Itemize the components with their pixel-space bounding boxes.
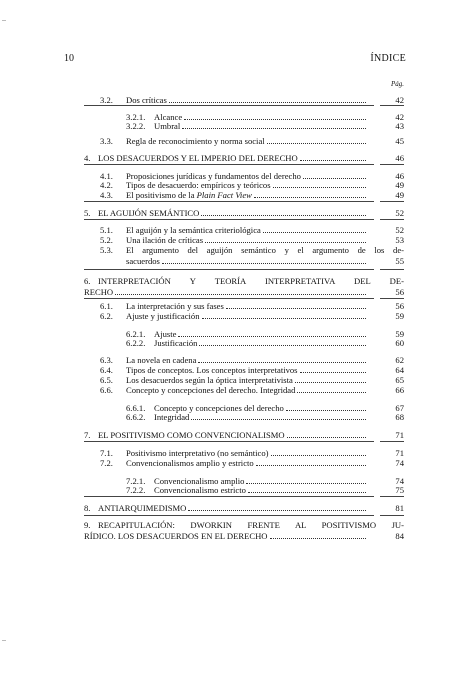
toc-entry-title: ANTIARQUIMEDISMO <box>98 503 187 513</box>
toc-entry-title: Tipos de desacuerdo: empíricos y teóricos <box>126 180 271 190</box>
toc-entry-title: EL POSITIVISMO COMO CONVENCIONALISMO <box>98 430 285 440</box>
leader-dots <box>267 143 366 144</box>
section-rule <box>84 164 374 165</box>
toc-entry-title: Positivismo interpretativo (no semántico) <box>126 448 269 458</box>
toc-section-entry <box>84 311 404 322</box>
section-rule <box>84 496 374 497</box>
toc-entry-number: 4.1. <box>100 171 113 181</box>
running-header: ÍNDICE <box>370 53 406 64</box>
toc-entry-page: 71 <box>395 430 404 440</box>
toc-entry-number: 6.5. <box>100 375 113 385</box>
toc-subsection-entry <box>84 121 404 132</box>
toc-entry-number: 7.2.2. <box>126 485 146 495</box>
toc-entry-number: 4. <box>84 153 91 163</box>
toc-chapter-entry <box>84 520 404 542</box>
page-column-rule <box>380 298 404 299</box>
toc-entry-page: 43 <box>395 121 404 131</box>
toc-entry-title: Una ilación de críticas <box>126 235 204 245</box>
leader-dots <box>297 392 366 393</box>
toc-entry-page: 49 <box>395 190 404 200</box>
toc-entry-title: LOS DESACUERDOS Y EL IMPERIO DEL DERECHO <box>98 153 298 163</box>
toc-entry-number: 6.6. <box>100 385 113 395</box>
leader-dots <box>248 492 366 493</box>
toc-entry-page: 56 <box>395 301 404 311</box>
leader-dots <box>300 160 366 161</box>
page-column-rule <box>380 496 404 497</box>
toc-entry-title: Alcance <box>154 112 183 122</box>
toc-section-entry <box>84 190 404 201</box>
toc-subsection-entry <box>84 485 404 496</box>
page-column-rule <box>380 201 404 202</box>
leader-dots <box>263 232 366 233</box>
leader-dots <box>169 102 366 103</box>
leader-dots <box>273 187 366 188</box>
toc-entry-number: 6.1. <box>100 301 113 311</box>
leader-dots <box>199 345 366 346</box>
toc-chapter-entry <box>84 503 404 514</box>
toc-entry-page: 59 <box>395 329 404 339</box>
page-column-rule <box>380 164 404 165</box>
toc-entry-page: 65 <box>395 375 404 385</box>
toc-entry-number: 3.2.2. <box>126 121 146 131</box>
toc-entry-number: 6.6.2. <box>126 412 146 422</box>
toc-entry-page: 84 <box>395 531 404 541</box>
toc-entry-number: 6.4. <box>100 365 113 375</box>
toc-entry-page: 45 <box>395 136 404 146</box>
page-column-label: Pág. <box>390 80 404 88</box>
toc-chapter-entry <box>84 153 404 164</box>
leader-dots <box>300 372 366 373</box>
toc-entry-title: La novela en cadena <box>126 355 197 365</box>
toc-entry-page: 62 <box>395 355 404 365</box>
toc-entry-title: Convencionalismos amplio y estricto <box>126 458 254 468</box>
toc-entry-page: 81 <box>395 503 404 513</box>
toc-entry-title-line1: INTERPRETACIÓN Y TEORÍA INTERPRETATIVA DEL DE- <box>98 276 404 286</box>
toc-section-entry <box>84 385 404 396</box>
toc-entry-title: Tipos de conceptos. Los conceptos interpretativos <box>126 365 298 375</box>
toc-entry-number: 3.2. <box>100 95 113 105</box>
toc-entry-page: 66 <box>395 385 404 395</box>
toc-entry-title: Concepto y concepciones del derecho <box>154 403 284 413</box>
toc-entry-number: 3.2.1. <box>126 112 146 122</box>
toc-subsection-entry <box>84 338 404 349</box>
crop-mark <box>2 20 6 21</box>
toc-entry-page: 74 <box>395 458 404 468</box>
toc-entry-title: Los desacuerdos según la óptica interpretativista <box>126 375 293 385</box>
toc-entry-title: EL AGUIJÓN SEMÁNTICO <box>98 208 200 218</box>
toc-entry-number: 6.2.1. <box>126 329 146 339</box>
toc-entry-page: 52 <box>395 208 404 218</box>
leader-dots <box>254 197 366 198</box>
toc-entry-number: 6.6.1. <box>126 403 146 413</box>
toc-entry-number: 6.2.2. <box>126 338 146 348</box>
toc-entry-page: 55 <box>395 256 404 266</box>
toc-entry-page: 46 <box>395 153 404 163</box>
toc-entry-number: 5. <box>84 208 91 218</box>
toc-entry-page: 75 <box>395 485 404 495</box>
leader-dots <box>162 263 366 264</box>
page-column-rule <box>380 441 404 442</box>
toc-entry-page: 71 <box>395 448 404 458</box>
toc-entry-title-line1: RECAPITULACIÓN: DWORKIN FRENTE AL POSITIVISMO JU- <box>98 520 404 530</box>
toc-section-entry <box>84 136 404 147</box>
toc-entry-number: 7.1. <box>100 448 113 458</box>
toc-entry-page: 42 <box>395 112 404 122</box>
toc-entry-title: El aguijón y la semántica criteriológica <box>126 225 261 235</box>
toc-entry-title <box>126 190 252 201</box>
crop-mark <box>2 640 6 641</box>
toc-entry-title: Umbral <box>154 121 181 131</box>
leader-dots <box>198 362 366 363</box>
toc-entry-page: 59 <box>395 311 404 321</box>
toc-entry-title-text: El positivismo de la <box>126 190 197 200</box>
leader-dots <box>286 410 366 411</box>
toc-entry-page: 53 <box>395 235 404 245</box>
toc-entry-title-emphasis: Plain Fact View <box>196 190 252 200</box>
toc-entry-title-line1: El argumento del aguijón semántico y el argumento de los de- <box>126 245 404 255</box>
toc-subsection-entry <box>84 412 404 423</box>
toc-entry-number: 7.2. <box>100 458 113 468</box>
toc-entry-page: 67 <box>395 403 404 413</box>
toc-entry-page: 60 <box>395 338 404 348</box>
toc-entry-number: 6.3. <box>100 355 113 365</box>
leader-dots <box>303 178 366 179</box>
leader-dots <box>178 336 366 337</box>
toc-entry-number: 5.2. <box>100 235 113 245</box>
page-column-rule <box>380 515 404 516</box>
toc-entry-title: Ajuste <box>154 329 177 339</box>
toc-entry-title: Concepto y concepciones del derecho. Integridad <box>126 385 296 395</box>
leader-dots <box>115 294 366 295</box>
page-column-rule <box>380 269 404 270</box>
section-rule <box>84 298 374 299</box>
page-column-rule <box>380 219 404 220</box>
section-rule <box>84 105 374 106</box>
toc-entry-title: Dos críticas <box>126 95 167 105</box>
toc-entry-page: 64 <box>395 365 404 375</box>
toc-chapter-entry <box>84 430 404 441</box>
leader-dots <box>271 455 367 456</box>
leader-dots <box>270 538 367 539</box>
leader-dots <box>191 419 366 420</box>
leader-dots <box>201 215 366 216</box>
toc-entry-title-line2: RÍDICO. LOS DESACUERDOS EN EL DERECHO <box>84 531 268 541</box>
toc-entry-title: Convencionalismo estricto <box>154 485 246 495</box>
leader-dots <box>205 242 366 243</box>
toc-entry-page: 68 <box>395 412 404 422</box>
toc-entry-title: La interpretación y sus fases <box>126 301 224 311</box>
section-rule <box>84 219 374 220</box>
toc-entry-page: 56 <box>395 287 404 297</box>
toc-entry-title-line2: sacuerdos <box>126 256 160 266</box>
section-rule <box>84 515 374 516</box>
toc-entry-number: 9. <box>84 520 91 530</box>
toc-entry-title: Integridad <box>154 412 190 422</box>
toc-entry-number: 5.1. <box>100 225 113 235</box>
section-rule <box>84 201 374 202</box>
toc-entry-page: 49 <box>395 180 404 190</box>
toc-entry-page: 42 <box>395 95 404 105</box>
toc-entry-title: Proposiciones jurídicas y fundamentos del derecho <box>126 171 301 181</box>
toc-entry-page: 46 <box>395 171 404 181</box>
toc-entry-number: 6.2. <box>100 311 113 321</box>
toc-entry-title: Justificación <box>154 338 198 348</box>
toc-chapter-entry <box>84 276 404 298</box>
leader-dots <box>188 510 366 511</box>
leader-dots <box>246 483 366 484</box>
toc-entry-number: 7.2.1. <box>126 476 146 486</box>
toc-entry-title: Ajuste y justificación <box>126 311 200 321</box>
toc-entry-number: 7. <box>84 430 91 440</box>
toc-entry-page: 74 <box>395 476 404 486</box>
section-rule <box>84 269 374 270</box>
toc-entry-title-line2: RECHO <box>84 287 114 297</box>
toc-entry-number: 4.3. <box>100 190 113 200</box>
toc-entry-number: 5.3. <box>100 245 113 255</box>
toc-entry-title: Regla de reconocimiento y norma social <box>126 136 265 146</box>
leader-dots <box>182 128 366 129</box>
leader-dots <box>287 437 366 438</box>
toc-entry-number: 3.3. <box>100 136 113 146</box>
toc-entry-number: 6. <box>84 276 91 286</box>
toc-entry-page: 52 <box>395 225 404 235</box>
toc-chapter-entry <box>84 208 404 219</box>
leader-dots <box>295 382 366 383</box>
leader-dots <box>226 308 366 309</box>
page-number: 10 <box>64 53 74 64</box>
leader-dots <box>202 318 366 319</box>
toc-entry-number: 8. <box>84 503 91 513</box>
page-column-rule <box>380 105 404 106</box>
toc-entry-number: 4.2. <box>100 180 113 190</box>
section-rule <box>84 441 374 442</box>
toc-section-entry <box>84 245 404 267</box>
leader-dots <box>256 465 366 466</box>
toc-entry-title: Convencionalismo amplio <box>154 476 245 486</box>
toc-section-entry <box>84 458 404 469</box>
leader-dots <box>184 119 366 120</box>
